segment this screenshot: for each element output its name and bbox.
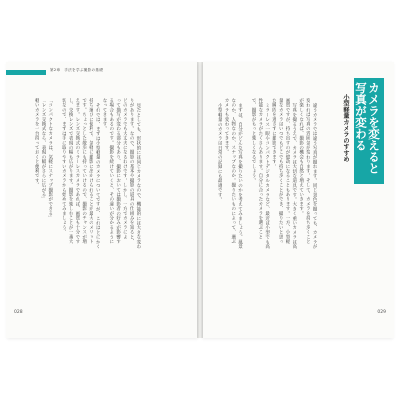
text-column: カメラも変わってきます。 bbox=[223, 98, 229, 155]
text-column bbox=[244, 98, 249, 312]
text-column: なのか、人物なのか、スナップなのか。撮りたいものによって、選ぶ bbox=[230, 98, 236, 244]
text-column bbox=[54, 98, 59, 312]
chapter-tab-marker bbox=[6, 70, 46, 75]
left-page bbox=[6, 62, 197, 338]
text-column: って描写が変わる部分もあり、撮影においては撮影者の好みが影響す bbox=[115, 98, 121, 244]
text-column: 変われば写真の雰囲気が変わります。そして、カメラを持ち歩くこと bbox=[305, 98, 311, 244]
text-column: 小型軽量のカメラは日常の記録にも最適です。 bbox=[217, 102, 223, 202]
text-column: る場合もあるのです。撮影を続けていくと、その違いが分かるように bbox=[108, 98, 114, 244]
text-column: 持ち運びに便利で、気軽に撮影に出かけられることが最大のメリット bbox=[88, 98, 94, 244]
text-column: 「コンパクトなカメラは、気軽にスナップ撮影ができる」 bbox=[47, 98, 53, 221]
page-title bbox=[354, 82, 380, 174]
text-column: どのカメラでも大丈夫になるわけです。しかし、一方でカメラによ bbox=[122, 98, 128, 239]
right-body-text bbox=[217, 98, 317, 312]
text-column: 見たとしても、形状的には同じカメラなので、機能的には大きな変わ bbox=[135, 102, 141, 249]
text-column: 画質ですが、持ち出すのが億劫になることもあります。一方、小型軽 bbox=[285, 98, 290, 244]
text-column: 違うカメラでは違う写真が撮れます。同じ景色を撮っても、カメラが bbox=[312, 102, 318, 249]
text-column: それでは、まずは小型軽量のカメラについてですが、これはとにかく bbox=[95, 102, 101, 249]
left-body-text bbox=[34, 98, 141, 312]
text-column: ミラーレス一眼やコンパクトデジタルカメラなど、最近は小型でも高 bbox=[264, 102, 270, 249]
text-column: 写真を撮るうえで、カメラは大切な道具です。大きく重いカメラは高 bbox=[291, 102, 297, 249]
page-number: 028 bbox=[14, 310, 23, 315]
text-column: えます。レンズ交換式のミラーレスカメラであれば、画質も十分です bbox=[74, 98, 80, 244]
title-line-2: 写真が変わる bbox=[354, 82, 368, 151]
section-subtitle: 小型軽量カメラのすすめ bbox=[342, 94, 349, 163]
text-column: し、交換レンズで表現の幅も広がります。撮影を楽しむことが一番大 bbox=[68, 98, 74, 244]
text-column: 軽いカメラを一台持っておくと便利です。 bbox=[34, 98, 40, 188]
text-column: です。ちょっとした散歩にも持っていけるので、撮影のチャンスが増 bbox=[81, 98, 87, 244]
right-page bbox=[203, 62, 394, 338]
text-column: 量なカメラはいつでもどこでも持ち歩くことができ、撮りたいと思っ bbox=[278, 98, 284, 244]
text-column: で、撮影がもっと楽しくなるでしょう。 bbox=[251, 98, 257, 183]
text-column: 性能なカメラがたくさんあります。自分に合ったカメラを選ぶこと bbox=[257, 98, 263, 239]
text-column: が楽しくなれば、撮影の機会も自然と増えていきます。 bbox=[298, 98, 304, 216]
text-column: た瞬間を逃さずに撮影できます。 bbox=[271, 98, 277, 169]
page-number: 029 bbox=[377, 310, 386, 315]
text-column: まずは、自分がどんな写真を撮りたいのかを考えてみましょう。風景 bbox=[237, 102, 243, 249]
chapter-label: 第2章 手法を学ぶ撮影の基礎 bbox=[50, 68, 104, 72]
title-line-1: カメラを変えると bbox=[367, 82, 381, 174]
text-column: なってきます。 bbox=[102, 98, 107, 131]
text-column: りがあります。なので、撮影の基本や撮影の道具の仕組みを知ると、 bbox=[129, 98, 135, 244]
text-column: 「レンズ交換式なら、表現の幅がさらに広がる」 bbox=[40, 98, 46, 202]
text-column: 切なので、まずは手に取りやすいカメラから始めてみましょう。 bbox=[61, 98, 67, 235]
